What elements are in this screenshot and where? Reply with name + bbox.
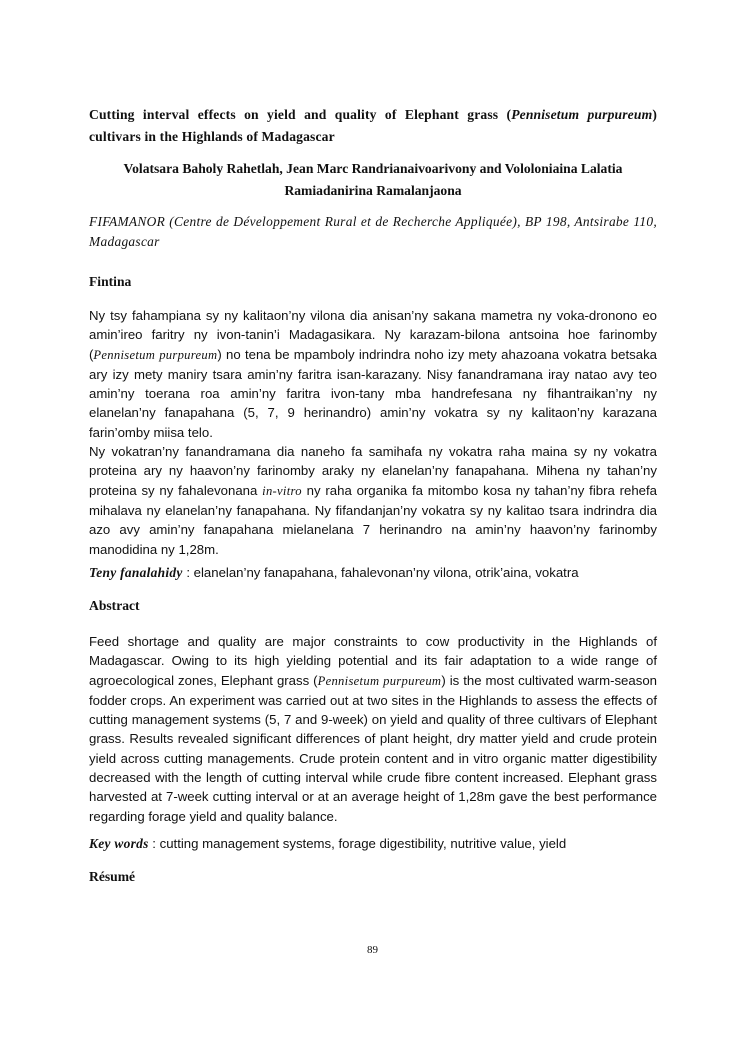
- author-line-2: Ramiadanirina Ramalanjaona: [284, 183, 462, 198]
- abstract-heading: Abstract: [89, 598, 140, 613]
- abstract-paragraph: Feed shortage and quality are major constraints to cow productivity in the Highlands of Madagascar. Owing to its high yielding potential and its fair adaptation to a wide range of agroecological zones, Elephant grass (Pennisetum purpureum) is the most cultivated warm-season fodder crops. An experiment was carried out at two sites in the Highlands to assess the effects of cutting management systems (5, 7 and 9-week) on yield and quality of three cultivars of Elephant grass. Results revealed significant differences of plant height, dry matter yield and crude protein yield across cutting managements. Crude protein content and in vitro organic matter digestibility decreased with the length of cutting interval while crude fibre content increased. Elephant grass harvested at 7-week cutting interval or at an average height of 1,28m gave the best performance regarding forage yield and quality balance.: [89, 634, 657, 824]
- keywords-text: : cutting management systems, forage digestibility, nutritive value, yield: [152, 836, 567, 851]
- fintina-paragraph-2: Ny vokatran’ny fanandramana dia naneho fa samihafa ny vokatra raha maina sy ny vokatra proteina ary ny haavon’ny farinomby araky ny elanelan’ny fanapahana. Mihena ny tahan’ny proteina sy ny fahalevonana in-vitro ny raha organika fa mitombo kosa ny tahan’ny fibra rehefa mihalava ny elanelan’ny fanapahana. Ny fifandanjan’ny vokatra sy ny kalitao tsara indrindra dia azo avy amin’ny fanapahana mielanelana 7 herinandro na amin’ny haavon’ny farinomby manodidina ny 1,28m.: [89, 444, 657, 557]
- keywords-label: Key words: [89, 836, 149, 851]
- teny-fanalahidy: [89, 563, 657, 582]
- fintina-body: [89, 306, 657, 559]
- fintina-paragraph-1: Ny tsy fahampiana sy ny kalitaon’ny vilona dia anisan’ny sakana mametra ny voka-dronono eo amin’ireo faritry ny ivon-tanin’i Madagasikara. Ny karazam-bilona antsoina hoe farinomby (Pennisetum purpureum) no tena be mpamboly indrindra noho izy mety ahazoana vokatra betsaka ary izy mety maniry tsara amin’ny faritra isan-karazany. Nisy fanandramana iray natao avy teo amin’ny toerana roa amin’ny faritra ivon-tany mba handrefesana ny fihantraikan’ny ny elanelan’ny fanapahana (5, 7, 9 herinandro) amin’ny vokatra sy ny kalitaon’ny karazana farin’omby miisa telo.: [89, 308, 657, 440]
- resume-heading: Résumé: [89, 869, 136, 884]
- fintina-species-name: Pennisetum purpureum: [93, 347, 218, 362]
- teny-fanalahidy-text: : elanelan’ny fanapahana, fahalevonan’ny vilona, otrik’aina, vokatra: [186, 565, 579, 580]
- affiliation: FIFAMANOR (Centre de Développement Rural et de Recherche Appliquée), BP 198, Antsirabe 110, Madagascar: [89, 214, 657, 249]
- title-species-name: Pennisetum purpureum: [511, 107, 653, 122]
- abstract-species-name: Pennisetum purpureum: [317, 673, 442, 688]
- paper-title: [89, 104, 657, 148]
- page-number: 89: [367, 944, 378, 956]
- author-list: [89, 158, 657, 202]
- abstract-body: [89, 632, 657, 826]
- author-line-1: Volatsara Baholy Rahetlah, Jean Marc Randrianaivoarivony and Vololoniaina Lalatia: [123, 161, 623, 176]
- keywords: [89, 834, 657, 853]
- title-text-start: Cutting interval effects on yield and quality of Elephant grass (: [89, 107, 512, 122]
- title-text-end: ) cultivars in the Highlands of Madagascar: [89, 107, 657, 144]
- teny-fanalahidy-label: Teny fanalahidy: [89, 565, 183, 580]
- fintina-heading: Fintina: [89, 274, 132, 289]
- fintina-in-vitro-term: in-vitro: [262, 483, 302, 498]
